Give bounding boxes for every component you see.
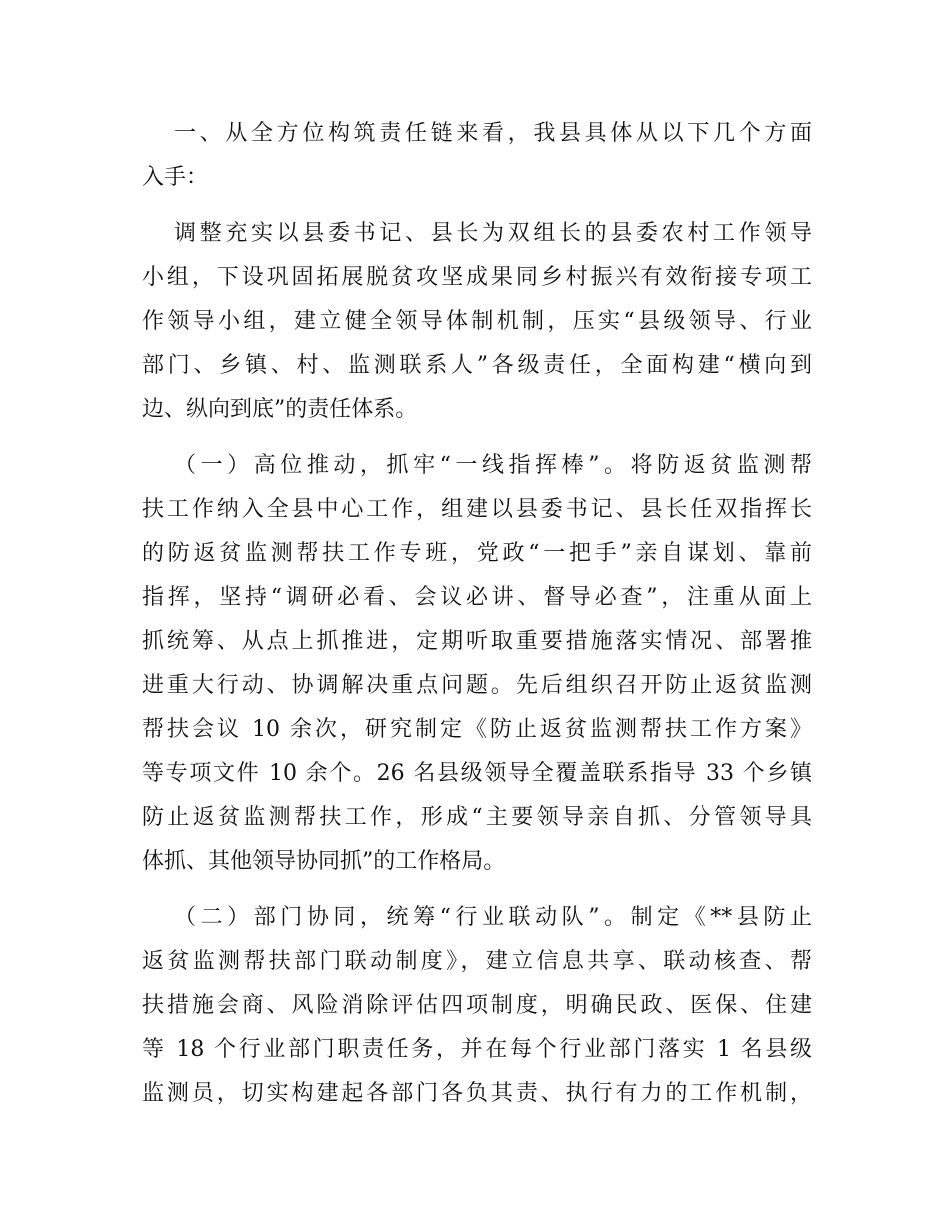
paragraph-leadership [142,212,812,432]
text-line: 抓统筹、从点上抓推进，定期听取重要措施落实情况、部署推 [142,629,812,654]
text-line: 等专项文件 10 余个。26 名县级领导全覆盖联系指导 33 个乡镇 [142,761,812,786]
paragraph-spacer [142,432,812,444]
text-line: （二）部门协同，统筹“行业联动队”。制定《**县防止 [174,905,812,930]
text-line: 一、从全方位构筑责任链来看，我县具体从以下几个方面 [174,121,812,146]
text-line: 指挥，坚持“调研必看、会议必讲、督导必查”，注重从面上 [142,585,812,610]
paragraph-spacer [142,200,812,212]
text-line: 进重大行动、协调解决重点问题。先后组织召开防止返贫监测 [142,673,812,698]
text-line: 作领导小组，建立健全领导体制机制，压实“县级领导、行业 [142,309,812,334]
paragraph-section-1 [142,444,812,884]
paragraph-intro-heading [142,112,812,200]
text-line: （一）高位推动，抓牢“一线指挥棒”。将防返贫监测帮 [174,453,812,478]
paragraph-spacer [142,884,812,896]
text-line: 边、纵向到底”的责任体系。 [142,397,418,422]
text-line: 扶工作纳入全县中心工作，组建以县委书记、县长任双指挥长 [142,497,812,522]
text-line: 返贫监测帮扶部门联动制度》，建立信息共享、联动核查、帮 [142,949,812,974]
text-line: 入手： [142,165,209,190]
document-body [142,112,812,1116]
text-line: 扶措施会商、风险消除评估四项制度，明确民政、医保、住建 [142,993,812,1018]
text-line: 等 18 个行业部门职责任务，并在每个行业部门落实 1 名县级 [142,1037,812,1062]
text-line: 调整充实以县委书记、县长为双组长的县委农村工作领导 [174,221,812,246]
text-line: 监测员，切实构建起各部门各负其责、执行有力的工作机制， [142,1081,812,1106]
text-line: 部门、乡镇、村、监测联系人”各级责任，全面构建“横向到 [142,353,812,378]
text-line: 小组，下设巩固拓展脱贫攻坚成果同乡村振兴有效衔接专项工 [142,265,812,290]
paragraph-section-2 [142,896,812,1116]
text-line: 体抓、其他领导协同抓”的工作格局。 [142,849,506,874]
text-line: 帮扶会议 10 余次，研究制定《防止返贫监测帮扶工作方案》 [142,717,812,742]
text-line: 防止返贫监测帮扶工作，形成“主要领导亲自抓、分管领导具 [142,805,812,830]
text-line: 的防返贫监测帮扶工作专班，党政“一把手”亲自谋划、靠前 [142,541,812,566]
